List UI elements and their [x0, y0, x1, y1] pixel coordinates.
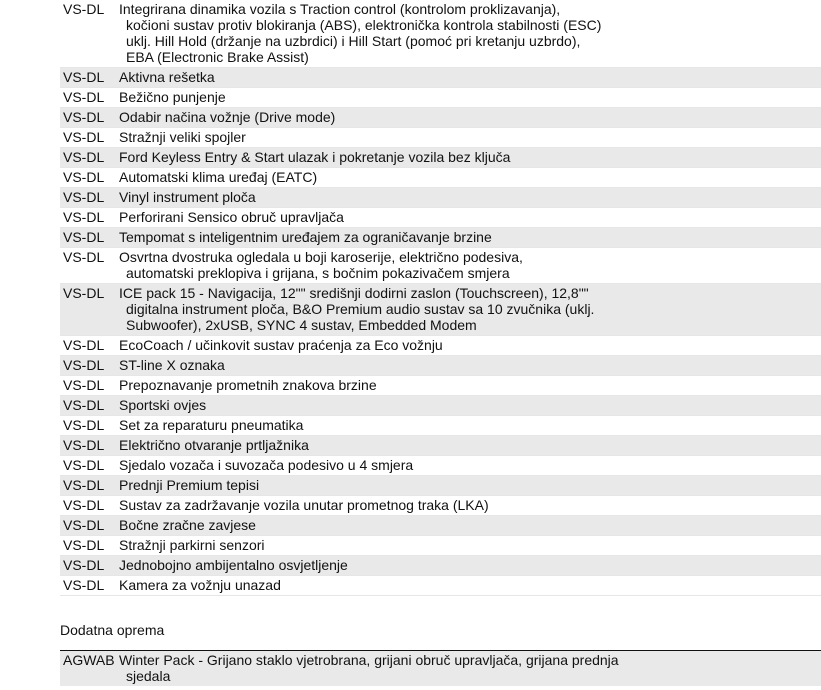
equipment-description	[119, 417, 821, 433]
description-line: Stražnji parkirni senzori	[119, 537, 265, 553]
extras-table	[60, 650, 821, 686]
equipment-row	[60, 248, 821, 284]
equipment-row	[60, 0, 821, 68]
equipment-code: VS-DL	[63, 169, 105, 185]
equipment-row	[60, 416, 821, 436]
equipment-code: VS-DL	[63, 209, 105, 225]
description-line: Odabir načina vožnje (Drive mode)	[119, 109, 336, 125]
equipment-row	[60, 284, 821, 336]
equipment-row	[60, 148, 821, 168]
equipment-description	[119, 69, 821, 85]
equipment-code: VS-DL	[63, 477, 105, 493]
extras-row	[60, 651, 821, 686]
equipment-description	[119, 89, 821, 105]
equipment-description	[119, 337, 821, 353]
equipment-code: VS-DL	[63, 149, 105, 165]
equipment-description	[119, 109, 821, 125]
description-line: sjedala	[126, 668, 171, 684]
equipment-row	[60, 476, 821, 496]
description-line: Prepoznavanje prometnih znakova brzine	[119, 377, 377, 393]
description-line: Set za reparaturu pneumatika	[119, 417, 304, 433]
equipment-row	[60, 556, 821, 576]
equipment-code: VS-DL	[63, 109, 105, 125]
equipment-description	[119, 129, 821, 145]
equipment-code: VS-DL	[63, 537, 105, 553]
description-line: digitalna instrument ploča, B&O Premium audio sustav sa 10 zvučnika (uklj.	[126, 301, 595, 317]
equipment-code: AGWAB	[63, 652, 115, 668]
description-line: Bočne zračne zavjese	[119, 517, 256, 533]
equipment-description	[119, 285, 821, 333]
equipment-description	[119, 477, 821, 493]
equipment-description	[119, 437, 821, 453]
equipment-description	[119, 209, 821, 225]
description-line: Winter Pack - Grijano staklo vjetrobrana, grijani obruč upravljača, grijana prednja	[119, 652, 619, 668]
equipment-code: VS-DL	[63, 189, 105, 205]
description-line: EBA (Electronic Brake Assist)	[126, 49, 309, 65]
description-line: EcoCoach / učinkovit sustav praćenja za Eco vožnju	[119, 337, 443, 353]
equipment-code: VS-DL	[63, 357, 105, 373]
description-line: Vinyl instrument ploča	[119, 189, 256, 205]
equipment-row	[60, 376, 821, 396]
equipment-row	[60, 68, 821, 88]
description-line: Osvrtna dvostruka ogledala u boji karoserije, električno podesiva,	[119, 249, 523, 265]
equipment-description	[119, 397, 821, 413]
equipment-description	[119, 357, 821, 373]
equipment-description	[119, 377, 821, 393]
equipment-description	[119, 457, 821, 473]
equipment-code: VS-DL	[63, 577, 105, 593]
equipment-code: VS-DL	[63, 457, 105, 473]
equipment-row	[60, 208, 821, 228]
equipment-code: VS-DL	[63, 69, 105, 85]
equipment-row	[60, 88, 821, 108]
equipment-code: VS-DL	[63, 229, 105, 245]
equipment-table	[60, 0, 821, 596]
description-line: Sportski ovjes	[119, 397, 207, 413]
equipment-code: VS-DL	[63, 557, 105, 573]
description-line: Aktivna rešetka	[119, 69, 215, 85]
description-line: Perforirani Sensico obruč upravljača	[119, 209, 344, 225]
description-line: Električno otvaranje prtljažnika	[119, 437, 309, 453]
equipment-code: VS-DL	[63, 497, 105, 513]
equipment-row	[60, 456, 821, 476]
description-line: Jednobojno ambijentalno osvjetljenje	[119, 557, 348, 573]
equipment-row	[60, 128, 821, 148]
equipment-description	[119, 1, 821, 65]
description-line: Kamera za vožnju unazad	[119, 577, 281, 593]
equipment-code: VS-DL	[63, 89, 105, 105]
extras-section-title: Dodatna oprema	[60, 622, 165, 638]
description-line: Ford Keyless Entry & Start ulazak i pokretanje vozila bez ključa	[119, 149, 511, 165]
equipment-code: VS-DL	[63, 377, 105, 393]
equipment-row	[60, 436, 821, 456]
description-line: Sustav za zadržavanje vozila unutar prometnog traka (LKA)	[119, 497, 489, 513]
equipment-description	[119, 249, 821, 281]
equipment-row	[60, 576, 821, 596]
equipment-description	[119, 652, 821, 684]
equipment-code: VS-DL	[63, 129, 105, 145]
description-line: Tempomat s inteligentnim uređajem za ograničavanje brzine	[119, 229, 492, 245]
equipment-row	[60, 496, 821, 516]
description-line: Bežično punjenje	[119, 89, 226, 105]
equipment-code: VS-DL	[63, 517, 105, 533]
equipment-description	[119, 169, 821, 185]
description-line: Integrirana dinamika vozila s Traction control (kontrolom proklizavanja),	[119, 1, 561, 17]
equipment-row	[60, 336, 821, 356]
equipment-description	[119, 517, 821, 533]
equipment-row	[60, 536, 821, 556]
description-line: ICE pack 15 - Navigacija, 12"" središnji dodirni zaslon (Touchscreen), 12,8""	[119, 285, 589, 301]
equipment-code: VS-DL	[63, 397, 105, 413]
equipment-code: VS-DL	[63, 285, 105, 301]
equipment-code: VS-DL	[63, 437, 105, 453]
description-line: Sjedalo vozača i suvozača podesivo u 4 smjera	[119, 457, 414, 473]
equipment-row	[60, 356, 821, 376]
equipment-row	[60, 516, 821, 536]
description-line: Prednji Premium tepisi	[119, 477, 260, 493]
equipment-code: VS-DL	[63, 417, 105, 433]
equipment-code: VS-DL	[63, 337, 105, 353]
equipment-description	[119, 189, 821, 205]
description-line: uklj. Hill Hold (držanje na uzbrdici) i Hill Start (pomoć pri kretanju uzbrdo),	[126, 33, 581, 49]
equipment-description	[119, 229, 821, 245]
description-line: kočioni sustav protiv blokiranja (ABS), elektronička kontrola stabilnosti (ESC)	[126, 17, 602, 33]
description-line: automatski preklopiva i grijana, s bočnim pokazivačem smjera	[126, 265, 510, 281]
equipment-row	[60, 188, 821, 208]
description-line: Stražnji veliki spojler	[119, 129, 246, 145]
equipment-row	[60, 168, 821, 188]
equipment-code: VS-DL	[63, 1, 105, 17]
description-line: ST-line X oznaka	[119, 357, 225, 373]
equipment-row	[60, 228, 821, 248]
description-line: Automatski klima uređaj (EATC)	[119, 169, 318, 185]
equipment-description	[119, 577, 821, 593]
equipment-row	[60, 108, 821, 128]
equipment-code: VS-DL	[63, 249, 105, 265]
equipment-row	[60, 396, 821, 416]
description-line: Subwoofer), 2xUSB, SYNC 4 sustav, Embedded Modem	[126, 317, 477, 333]
equipment-description	[119, 149, 821, 165]
equipment-description	[119, 497, 821, 513]
equipment-description	[119, 537, 821, 553]
equipment-description	[119, 557, 821, 573]
